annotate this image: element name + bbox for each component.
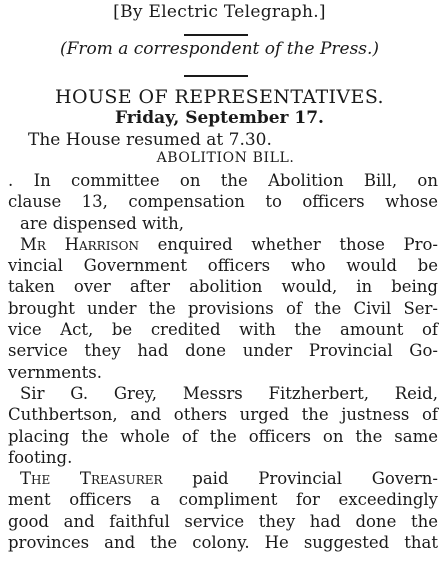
text-line: vincial Government officers who would be <box>8 256 438 276</box>
resumed-line: The House resumed at 7.30. <box>28 130 272 150</box>
text-line: placing the whole of the officers on the same <box>8 426 438 446</box>
text-line: . In committee on the Abolition Bill, on <box>8 171 438 190</box>
text-line <box>8 468 438 489</box>
text-line: brought under the provisions of the Civil Ser- <box>8 298 438 318</box>
text-line: taken over after abolition would, in being <box>8 277 438 297</box>
dateline: [By Electric Telegraph.] <box>113 2 326 22</box>
date-line: Friday, September 17. <box>115 108 324 128</box>
text-line: Cuthbertson, and others urged the justness of <box>8 405 438 425</box>
divider-rule <box>184 34 248 36</box>
text-line: service they had done under Provincial Go- <box>8 341 438 361</box>
text-line: footing. <box>8 447 73 467</box>
text-line: vernments. <box>8 362 102 382</box>
text-line: clause 13, compensation to officers whose <box>8 192 438 212</box>
bill-heading: ABOLITION BILL. <box>156 150 295 166</box>
text-span: enquired whether those Pro- <box>139 234 438 254</box>
speaker-name: The Treasurer <box>20 469 163 489</box>
text-line: ment officers a compliment for exceedingly <box>8 490 438 510</box>
text-line: vice Act, be credited with the amount of <box>8 320 438 340</box>
divider-rule <box>184 75 248 77</box>
source-line: (From a correspondent of the Press.) <box>59 39 380 59</box>
text-line: Sir G. Grey, Messrs Fitzherbert, Reid, <box>20 383 438 403</box>
text-line: are dispensed with, <box>20 213 184 233</box>
text-line: provinces and the colony. He suggested that <box>8 533 438 553</box>
speaker-name: Mr Harrison <box>20 234 139 254</box>
text-line: good and faithful service they had done the <box>8 511 438 531</box>
text-line <box>8 234 438 255</box>
section-heading: HOUSE OF REPRESENTATIVES. <box>55 86 384 108</box>
text-span: paid Provincial Govern- <box>162 469 439 489</box>
article-body <box>8 170 438 553</box>
